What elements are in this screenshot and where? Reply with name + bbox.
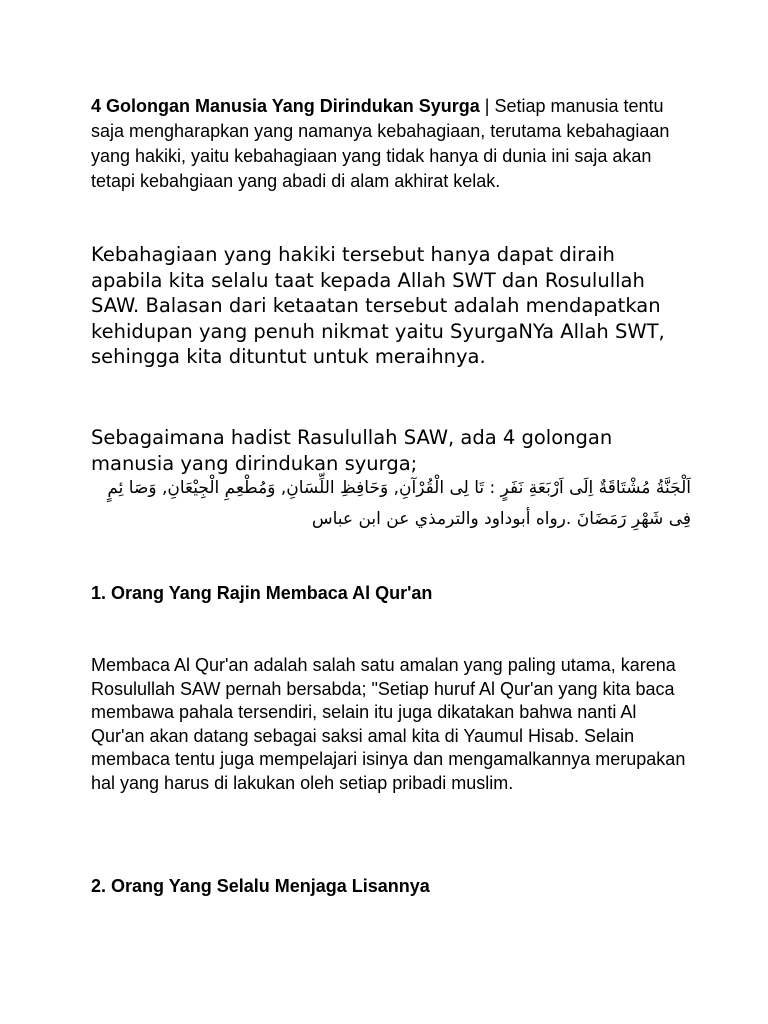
section-heading-2: 2. Orang Yang Selalu Menjaga Lisannya [91,876,430,896]
article-title: 4 Golongan Manusia Yang Dirindukan Syurga [91,96,480,116]
intro-text: Setiap manusia tentu saja mengharapkan yang namanya kebahagiaan, terutama kebahagiaan yang hakiki, yaitu kebahagiaan yang tidak hanya di dunia ini saja akan tetapi kebahgiaan yang abadi di alam akhirat kelak. [91,96,670,191]
arabic-line-1: اَلْجَنَّةُ مُشْتَاقَةٌ اِلَى اَرْبَعَةِ نَفَرٍ : تَا لِى الْقُرْآنِ, وَحَافِظِ اللِّسَانِ, وَمُطْعِمِ الْجِيْعَانِ, وَصَا ئِمٍ [107,478,691,498]
title-separator: | [479,96,495,116]
section-heading-1: 1. Orang Yang Rajin Membaca Al Qur'an [91,583,433,603]
arabic-line-2: فِى شَهْرِ رَمَضَانَ .رواه أبوداود والترمذي عن ابن عباس [311,509,691,529]
arabic-hadith [91,473,691,535]
intro-paragraph [91,94,691,194]
paragraph-happiness: Kebahagiaan yang hakiki tersebut hanya dapat diraih apabila kita selalu taat kepada Allah SWT dan Rosulullah SAW. Balasan dari ketaatan tersebut adalah mendapatkan kehidupan yang penuh nikmat yaitu SyurgaNYa Allah SWT, sehingga kita dituntut untuk meraihnya. [91,243,665,368]
section-body-1: Membaca Al Qur'an adalah salah satu amalan yang paling utama, karena Rosulullah SAW pernah bersabda; "Setiap huruf Al Qur'an yang kita baca membawa pahala tersendiri, selain itu juga dikatakan bahwa nanti Al Qur'an akan datang sebagai saksi amal kita di Yaumul Hisab. Selain membaca tentu juga mempelajari isinya dan mengamalkannya merupakan hal yang harus di lakukan oleh setiap pribadi muslim. [91,655,686,793]
paragraph-hadith-intro: Sebagaimana hadist Rasulullah SAW, ada 4 golongan manusia yang dirindukan syurga; [91,426,613,475]
